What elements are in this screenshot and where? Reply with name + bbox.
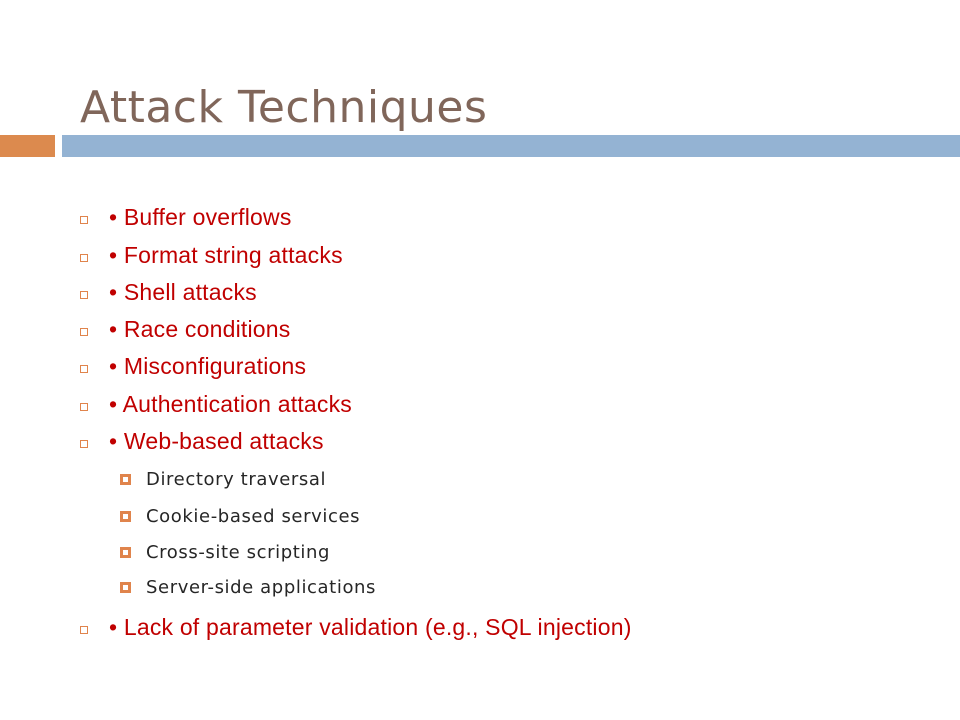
square-bullet-icon — [80, 403, 88, 411]
sub-list-item-text: Directory traversal — [146, 468, 327, 490]
sub-list-item-text: Cross-site scripting — [146, 541, 331, 563]
list-item — [80, 277, 257, 307]
list-item-text: • Buffer overflows — [109, 203, 292, 230]
list-item — [80, 612, 632, 642]
square-bullet-icon — [120, 474, 131, 485]
list-item — [80, 389, 352, 419]
sub-list-item-text: Server-side applications — [146, 576, 377, 598]
list-item — [80, 314, 291, 344]
title-accent-bar-orange — [0, 135, 55, 157]
sub-list-item — [120, 503, 360, 529]
sub-list-item-text: Cookie-based services — [146, 505, 361, 527]
list-item-text: • Web-based attacks — [109, 427, 324, 454]
square-bullet-icon — [80, 254, 88, 262]
sub-list-item — [120, 466, 326, 492]
sub-list-item — [120, 574, 376, 600]
list-item-text: • Format string attacks — [109, 241, 343, 268]
square-bullet-icon — [80, 216, 88, 224]
list-item-text: • Misconfigurations — [109, 352, 307, 379]
square-bullet-icon — [120, 547, 131, 558]
sub-list-item — [120, 539, 330, 565]
list-item — [80, 351, 306, 381]
slide-title: Attack Techniques — [80, 82, 488, 133]
list-item — [80, 240, 343, 270]
list-item-text: • Shell attacks — [109, 278, 257, 305]
list-item — [80, 202, 292, 232]
list-item-text: • Lack of parameter validation (e.g., SQL injection) — [109, 613, 632, 640]
square-bullet-icon — [80, 440, 88, 448]
square-bullet-icon — [80, 328, 88, 336]
title-accent-bar-blue — [62, 135, 960, 157]
list-item-text: • Authentication attacks — [109, 390, 352, 417]
square-bullet-icon — [80, 291, 88, 299]
square-bullet-icon — [80, 626, 88, 634]
square-bullet-icon — [80, 365, 88, 373]
list-item — [80, 426, 324, 456]
square-bullet-icon — [120, 582, 131, 593]
list-item-text: • Race conditions — [109, 315, 291, 342]
square-bullet-icon — [120, 511, 131, 522]
